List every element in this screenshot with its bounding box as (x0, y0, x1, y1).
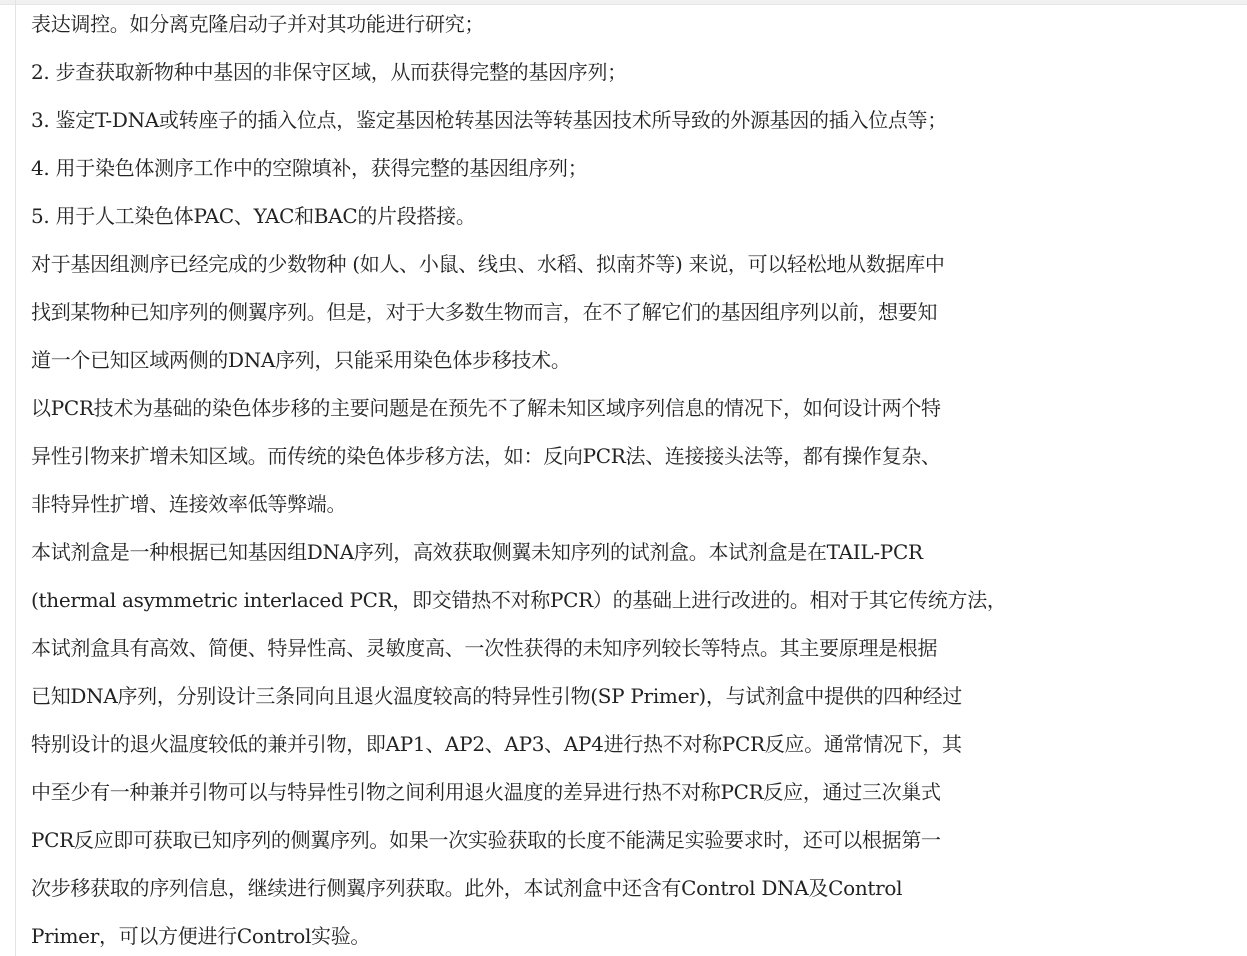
text-line: 本试剂盒是一种根据已知基因组DNA序列，高效获取侧翼未知序列的试剂盒。本试剂盒是在TAIL-PCR (31, 540, 923, 564)
text-line: 中至少有一种兼并引物可以与特异性引物之间利用退火温度的差异进行热不对称PCR反应，通过三次巢式 (31, 780, 941, 804)
text-line: 找到某物种已知序列的侧翼序列。但是，对于大多数生物而言，在不了解它们的基因组序列以前，想要知 (31, 300, 938, 324)
text-line: Primer，可以方便进行Control实验。 (31, 924, 371, 948)
text-line: 异性引物来扩增未知区域。而传统的染色体步移方法，如：反向PCR法、连接接头法等，都有操作复杂、 (31, 444, 941, 468)
text-line: 次步移获取的序列信息，继续进行侧翼序列获取。此外，本试剂盒中还含有Control DNA及Control (31, 876, 903, 900)
article-body (31, 0, 1071, 956)
text-line: 非特异性扩增、连接效率低等弊端。 (31, 492, 347, 516)
text-line: 以PCR技术为基础的染色体步移的主要问题是在预先不了解未知区域序列信息的情况下，如何设计两个特 (31, 396, 941, 420)
text-line: (thermal asymmetric interlaced PCR，即交错热不对称PCR）的基础上进行改进的。相对于其它传统方法， (31, 588, 1007, 612)
text-line: 2. 步查获取新物种中基因的非保守区域，从而获得完整的基因序列； (31, 60, 627, 84)
text-line: 3. 鉴定T-DNA或转座子的插入位点，鉴定基因枪转基因法等转基因技术所导致的外源基因的插入位点等； (31, 108, 947, 132)
text-line: 道一个已知区域两侧的DNA序列，只能采用染色体步移技术。 (31, 348, 571, 372)
text-line: 特别设计的退火温度较低的兼并引物，即AP1、AP2、AP3、AP4进行热不对称PCR反应。通常情况下，其 (31, 732, 962, 756)
text-line: 本试剂盒具有高效、简便、特异性高、灵敏度高、一次性获得的未知序列较长等特点。其主要原理是根据 (31, 636, 938, 660)
text-line: 对于基因组测序已经完成的少数物种 (如人、小鼠、线虫、水稻、拟南芥等) 来说，可以轻松地从数据库中 (31, 252, 945, 276)
content-left-border (15, 0, 16, 956)
text-line: 4. 用于染色体测序工作中的空隙填补，获得完整的基因组序列； (31, 156, 588, 180)
text-line: 表达调控。如分离克隆启动子并对其功能进行研究； (31, 12, 485, 36)
text-line: 已知DNA序列，分别设计三条同向且退火温度较高的特异性引物(SP Primer)，与试剂盒中提供的四种经过 (31, 684, 962, 708)
text-line: 5. 用于人工染色体PAC、YAC和BAC的片段搭接。 (31, 204, 476, 228)
text-line: PCR反应即可获取已知序列的侧翼序列。如果一次实验获取的长度不能满足实验要求时，还可以根据第一 (31, 828, 941, 852)
